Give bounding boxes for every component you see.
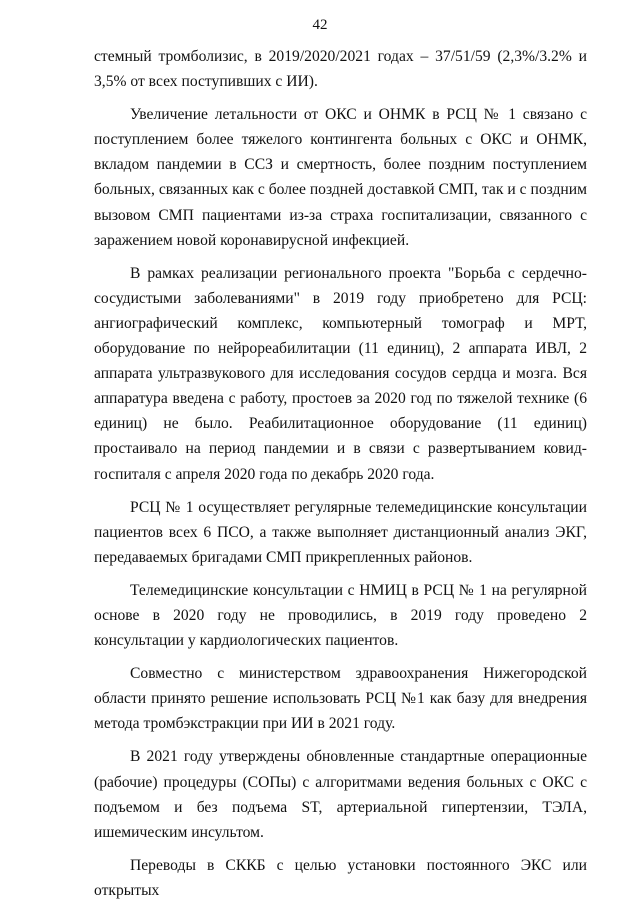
page-number: 42 xyxy=(312,17,328,33)
paragraph-transfers: Переводы в СККБ с целью установки постоянного ЭКС или открытых xyxy=(94,856,587,899)
paragraph-telemedicine-nmic: Телемедицинские консультации с НМИЦ в РСЦ № 1 на регулярной основе в 2020 году не проводились, в 2019 году проведено 2 консультации у кардиологических пациентов. xyxy=(94,581,587,650)
paragraph-thrombolysis-stats: стемный тромболизис, в 2019/2020/2021 годах – 37/51/59 (2,3%/3.2% и 3,5% от всех поступивших с ИИ). xyxy=(94,48,587,91)
document-body xyxy=(94,44,587,903)
paragraph-telemedicine-pso: РСЦ № 1 осуществляет регулярные телемедицинские консультации пациентов всех 6 ПСО, а также выполняет дистанционный анализ ЭКГ, передаваемых бригадами СМП прикрепленных районов. xyxy=(94,498,587,566)
paragraph-mortality-increase: Увеличение летальности от ОКС и ОНМК в РСЦ № 1 связано с поступлением более тяжелого контингента больных с ОКС и ОНМК, вкладом пандемии в ССЗ и смертность, более поздним поступлением больных, связанных как с более поздней доставкой СМП, так и с поздним вызовом СМП пациентами из-за страха госпитализации, связанного с заражением новой коронавирусной инфекцией. xyxy=(94,106,587,249)
paragraph-thrombectomy-base: Совместно с министерством здравоохранения Нижегородской области принято решение использовать РСЦ №1 как базу для внедрения метода тромбэкстракции при ИИ в 2021 году. xyxy=(94,665,587,733)
paragraph-sop-updates: В 2021 году утверждены обновленные стандартные операционные (рабочие) процедуры (СОПы) с алгоритмами ведения больных с ОКС с подъемом и без подъема ST, артериальной гипертензии, ТЭЛА, ишемическим инсультом. xyxy=(94,748,587,841)
paragraph-regional-project-equipment: В рамках реализации регионального проекта "Борьба с сердечно-сосудистыми заболеваниями" в 2019 году приобретено для РСЦ: ангиографический комплекс, компьютерный томограф и МРТ, оборудование по нейрореабилитации (11 единиц), 2 аппарата ИВЛ, 2 аппарата ультразвукового для исследования сосудов сердца и мозга. Вся аппаратура введена с работу, простоев за 2020 год по тяжелой технике (6 единиц) не было. Реабилитационное оборудование (11 единиц) простаивало на период пандемии и в связи с развертыванием ковид-госпиталя с апреля 2020 года по декабрь 2020 года. xyxy=(94,264,587,483)
